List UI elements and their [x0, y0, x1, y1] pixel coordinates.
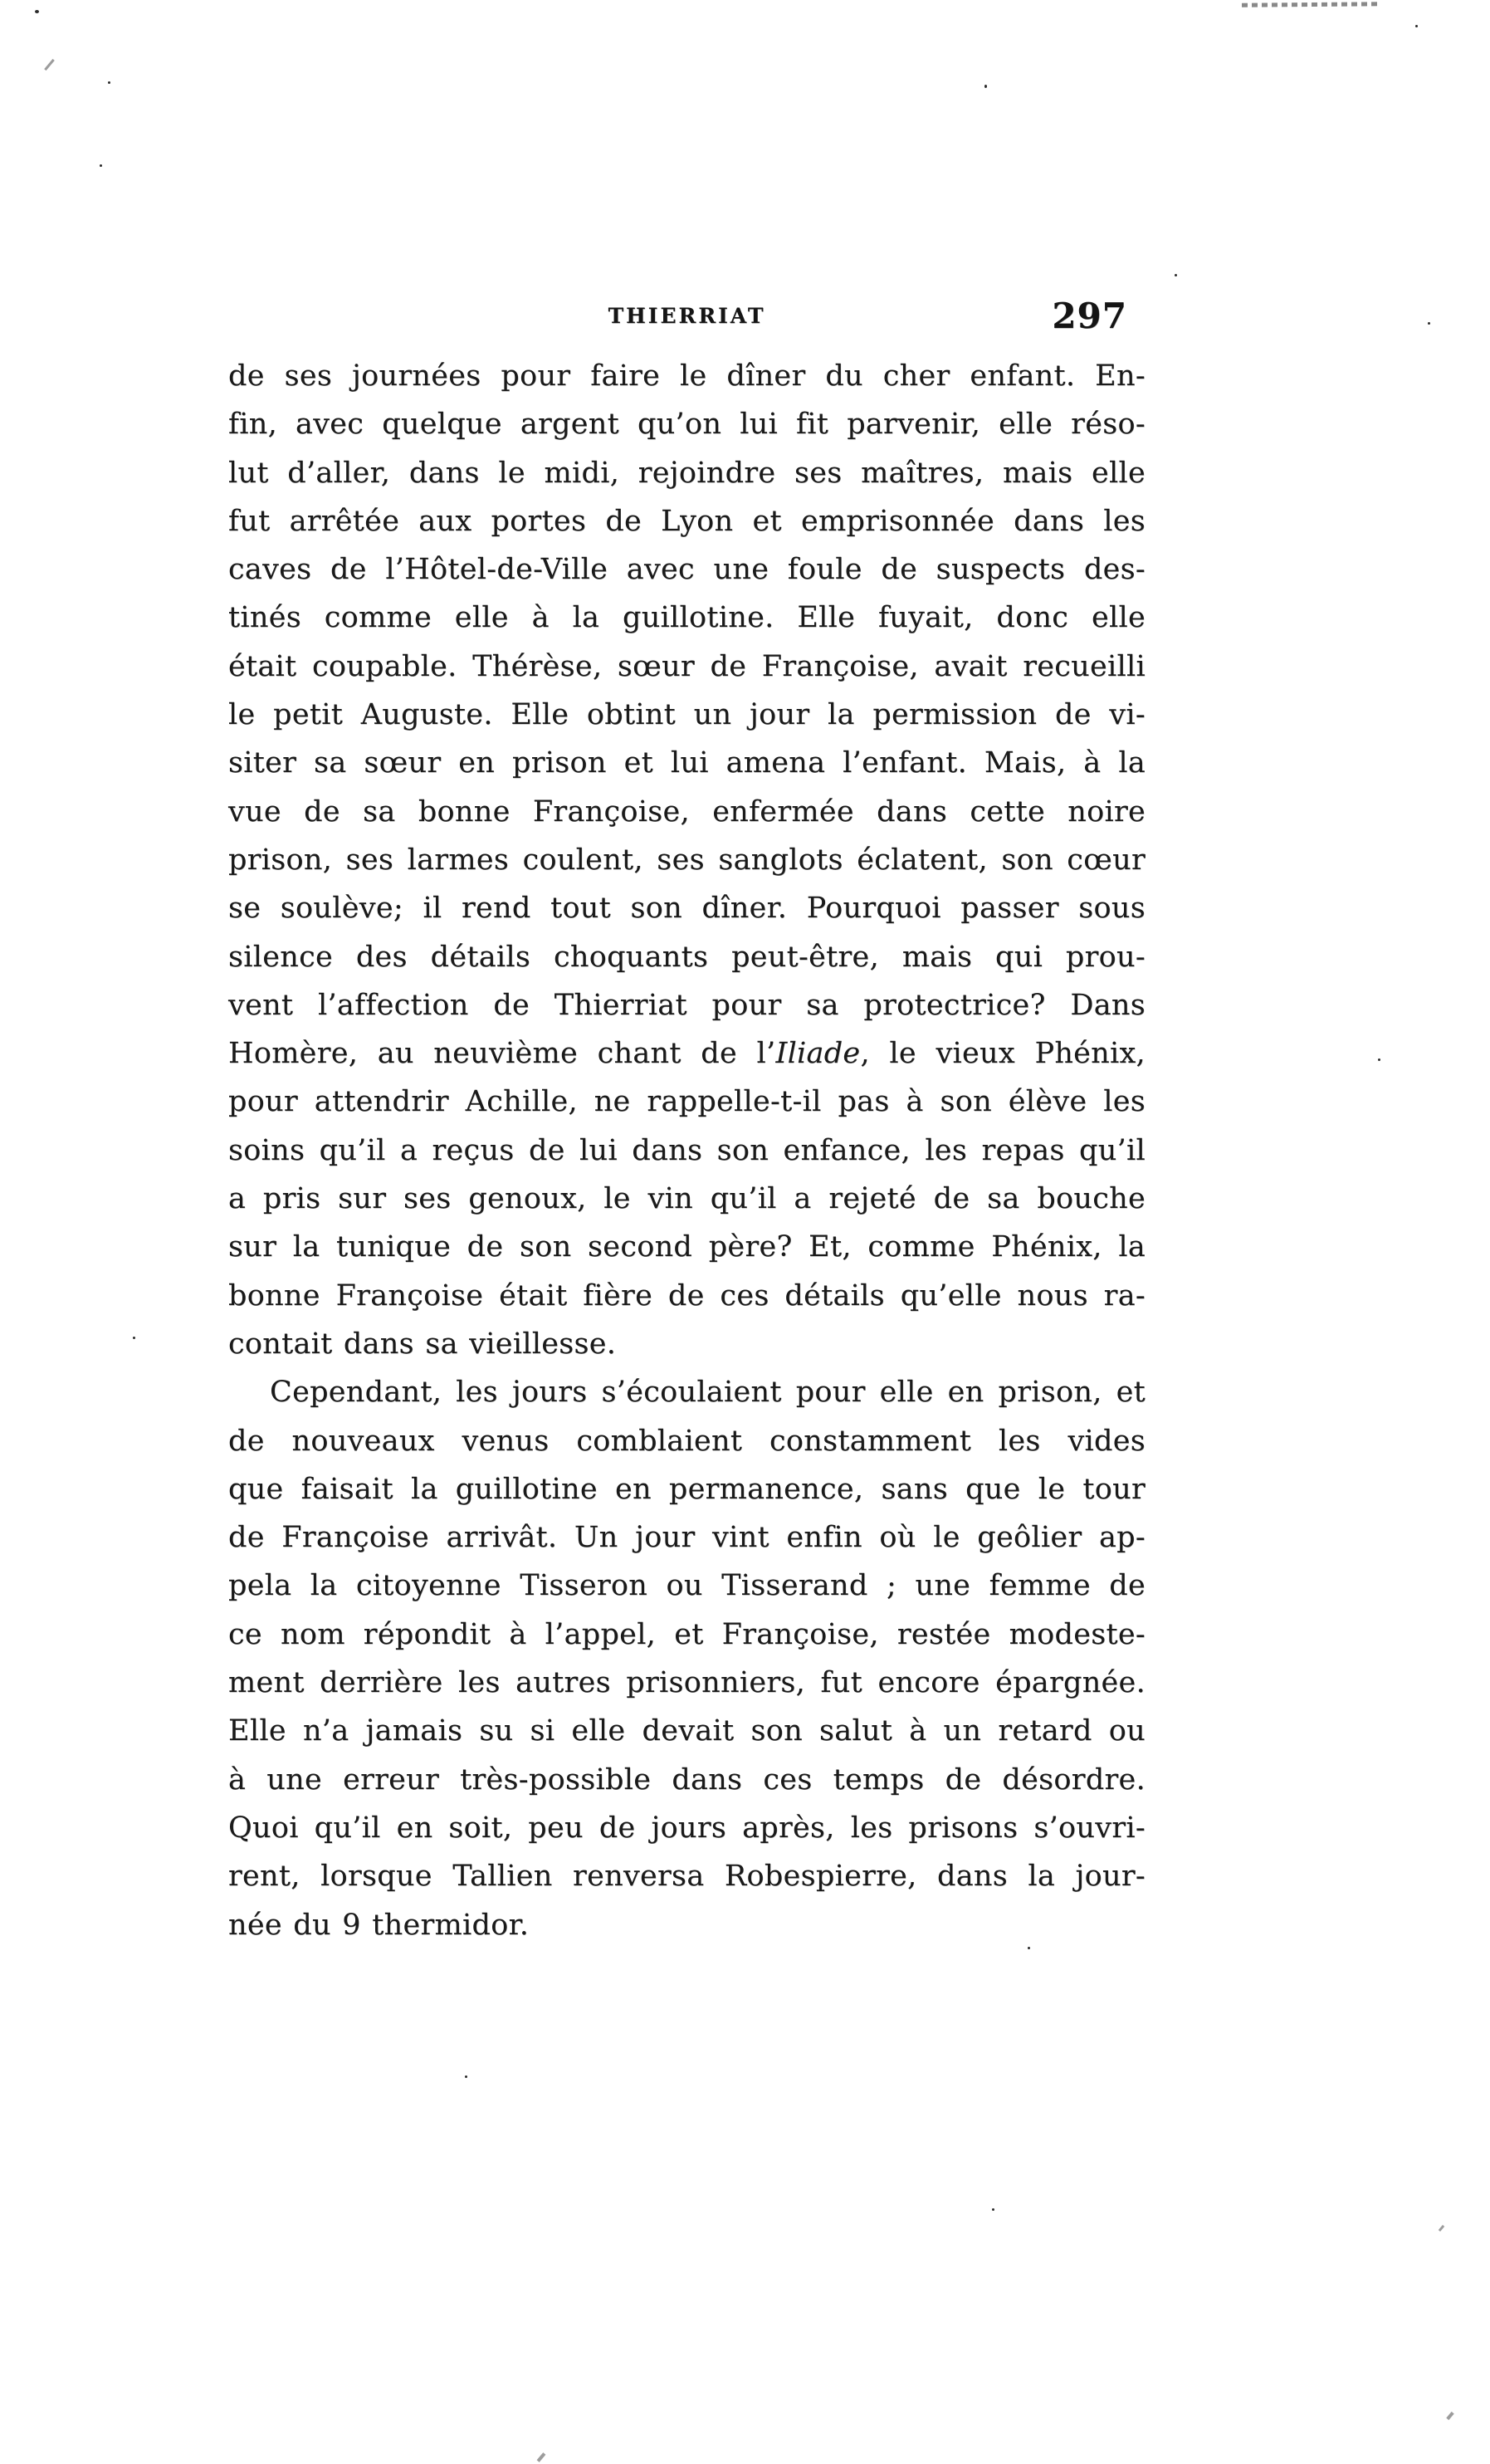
text-line: pour attendrir Achille, ne rappelle-t-il pas à son élève les [228, 1085, 1146, 1119]
text-line: ment derrière les autres prisonniers, fut encore épargnée. [228, 1666, 1146, 1700]
text-line: que faisait la guillotine en permanence, sans que le tour [228, 1472, 1146, 1506]
text-line: pela la citoyenne Tisseron ou Tisserand ; une femme de [228, 1569, 1146, 1603]
text-line: à une erreur très-possible dans ces temps de désordre. [228, 1762, 1146, 1797]
scan-speck [984, 85, 987, 88]
scan-speck [1175, 274, 1177, 276]
text-line: fut arrêtée aux portes de Lyon et emprisonnée dans les [228, 504, 1146, 538]
text-line: bonne Françoise était fière de ces détails qu’elle nous ra- [228, 1278, 1146, 1313]
text-line: a pris sur ses genoux, le vin qu’il a rejeté de sa bouche [228, 1182, 1146, 1216]
text-line: sur la tunique de son second père? Et, comme Phénix, la [228, 1230, 1146, 1264]
text-line: Homère, au neuvième chant de l’Iliade, le vieux Phénix, [228, 1037, 1146, 1071]
scan-speck [1378, 1058, 1380, 1061]
text-line: était coupable. Thérèse, sœur de Françoise, avait recueilli [228, 649, 1146, 683]
scan-speck [44, 59, 55, 71]
scan-speck [1428, 322, 1430, 325]
text-line: le petit Auguste. Elle obtint un jour la permission de vi- [228, 698, 1146, 732]
text-line: silence des détails choquants peut-être, mais qui prou- [228, 940, 1146, 974]
text-line: contait dans sa vieillesse. [228, 1327, 617, 1361]
text-line: Cependant, les jours s’écoulaient pour elle en prison, et [270, 1376, 1146, 1410]
running-title: THIERRIAT [608, 304, 766, 328]
text-line: de nouveaux venus comblaient constamment les vides [228, 1424, 1146, 1458]
text-line: caves de l’Hôtel-de-Ville avec une foule de suspects des- [228, 553, 1146, 587]
text-line: fin, avec quelque argent qu’on lui fit parvenir, elle réso- [228, 408, 1146, 442]
running-head [228, 296, 1146, 345]
text-line: ce nom répondit à l’appel, et Françoise, restée modeste- [228, 1617, 1146, 1651]
text-line: prison, ses larmes coulent, ses sanglots éclatent, son cœur [228, 843, 1146, 877]
text-line: lut d’aller, dans le midi, rejoindre ses maîtres, mais elle [228, 456, 1146, 490]
scan-speck [1439, 2225, 1444, 2232]
scan-speck [100, 164, 102, 167]
page-number: 297 [1052, 296, 1127, 336]
body-text [228, 352, 1146, 1949]
text-line: de Françoise arrivât. Un jour vint enfin où le geôlier ap- [228, 1521, 1146, 1555]
scan-speck [1446, 2412, 1453, 2420]
scan-speck [1415, 25, 1418, 27]
text-line: siter sa sœur en prison et lui amena l’enfant. Mais, à la [228, 746, 1146, 780]
scan-speck [537, 2452, 546, 2462]
text-line: Quoi qu’il en soit, peu de jours après, les prisons s’ouvri- [228, 1811, 1146, 1845]
text-line: de ses journées pour faire le dîner du cher enfant. En- [228, 359, 1146, 393]
text-line: rent, lorsque Tallien renversa Robespierre, dans la jour- [228, 1860, 1146, 1894]
scan-speck [133, 1337, 135, 1339]
scan-speck [465, 2075, 467, 2078]
text-line: soins qu’il a reçus de lui dans son enfance, les repas qu’il [228, 1133, 1146, 1167]
text-line: se soulève; il rend tout son dîner. Pourquoi passer sous [228, 892, 1146, 926]
text-line: vue de sa bonne Françoise, enfermée dans cette noire [228, 794, 1146, 829]
text-line: Elle n’a jamais su si elle devait son salut à un retard ou [228, 1714, 1146, 1748]
text-line: née du 9 thermidor. [228, 1908, 530, 1942]
scan-speck [108, 81, 110, 84]
text-line: tinés comme elle à la guillotine. Elle fuyait, donc elle [228, 601, 1146, 635]
scan-speck [992, 2208, 994, 2211]
text-line: vent l’affection de Thierriat pour sa protectrice? Dans [228, 988, 1146, 1022]
scan-speck [35, 10, 39, 13]
scan-artifact-dashes [1242, 2, 1381, 7]
